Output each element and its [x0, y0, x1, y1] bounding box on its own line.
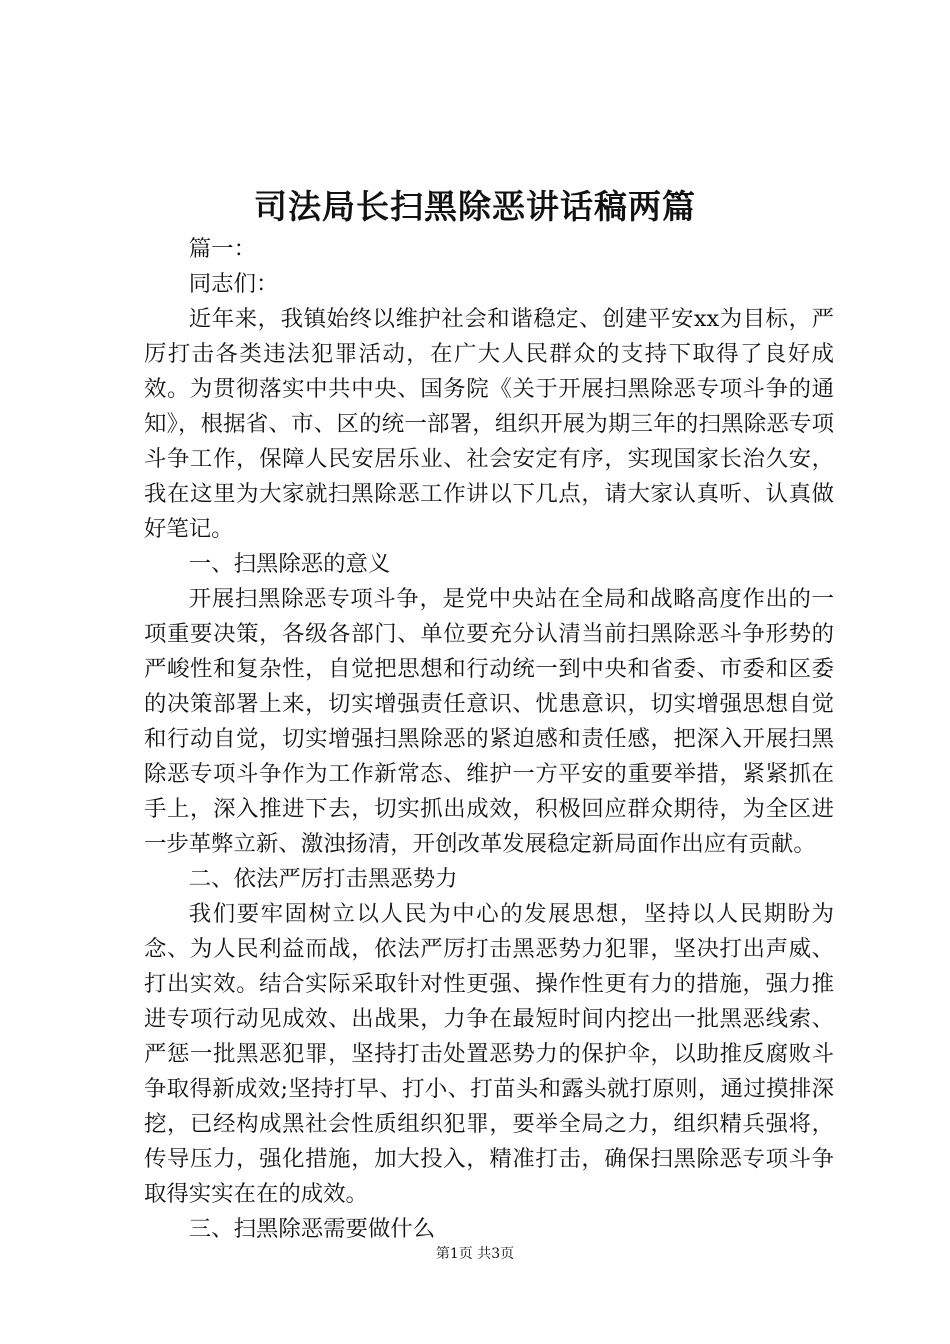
section-heading: 二、依法严厉打击黑恶势力	[188, 866, 458, 892]
page-footer: 第1页 共3页	[435, 1246, 515, 1262]
section-label: 篇一：	[188, 236, 256, 262]
body-paragraph: 开展扫黑除恶专项斗争，是党中央站在全局和战略高度作出的一项重要决策，各级各部门、单位要充分认清当前扫黑除恶斗争形势的严峻性和复杂性，自觉把思想和行动统一到中央和省委、市委和区委的决策部署上来，切实增强责任意识、忧患意识，切实增强思想自觉和行动自觉，切实增强扫黑除恶的紧迫感和责任感，把深入开展扫黑除恶专项斗争作为工作新常态、维护一方平安的重要举措，紧紧抓在手上，深入推进下去，切实抓出成效，积极回应群众期待，为全区进一步革弊立新、激浊扬清，开创改革发展稳定新局面作出应有贡献。	[144, 586, 834, 857]
document-title: 司法局长扫黑除恶讲话稿两篇	[254, 187, 696, 226]
section-heading: 一、扫黑除恶的意义	[188, 551, 391, 577]
body-paragraph: 我们要牢固树立以人民为中心的发展思想，坚持以人民期盼为念、为人民利益而战，依法严厉打击黑恶势力犯罪，坚决打出声威、打出实效。结合实际采取针对性更强、操作性更有力的措施，强力推进专项行动见成效、出战果，力争在最短时间内挖出一批黑恶线索、严惩一批黑恶犯罪，坚持打击处置恶势力的保护伞，以助推反腐败斗争取得新成效;坚持打早、打小、打苗头和露头就打原则，通过摸排深挖，已经构成黑社会性质组织犯罪，要举全局之力，组织精兵强将，传导压力，强化措施，加大投入，精准打击，确保扫黑除恶专项斗争取得实实在在的成效。	[144, 901, 834, 1207]
document-body	[144, 232, 834, 1247]
salutation: 同志们：	[188, 271, 279, 297]
body-paragraph: 近年来，我镇始终以维护社会和谐稳定、创建平安xx为目标，严厉打击各类违法犯罪活动，在广大人民群众的支持下取得了良好成效。为贯彻落实中共中央、国务院《关于开展扫黑除恶专项斗争的通知》，根据省、市、区的统一部署，组织开展为期三年的扫黑除恶专项斗争工作，保障人民安居乐业、社会安定有序，实现国家长治久安，我在这里为大家就扫黑除恶工作讲以下几点，请大家认真听、认真做好笔记。	[144, 306, 834, 542]
section-heading: 三、扫黑除恶需要做什么	[188, 1216, 436, 1242]
